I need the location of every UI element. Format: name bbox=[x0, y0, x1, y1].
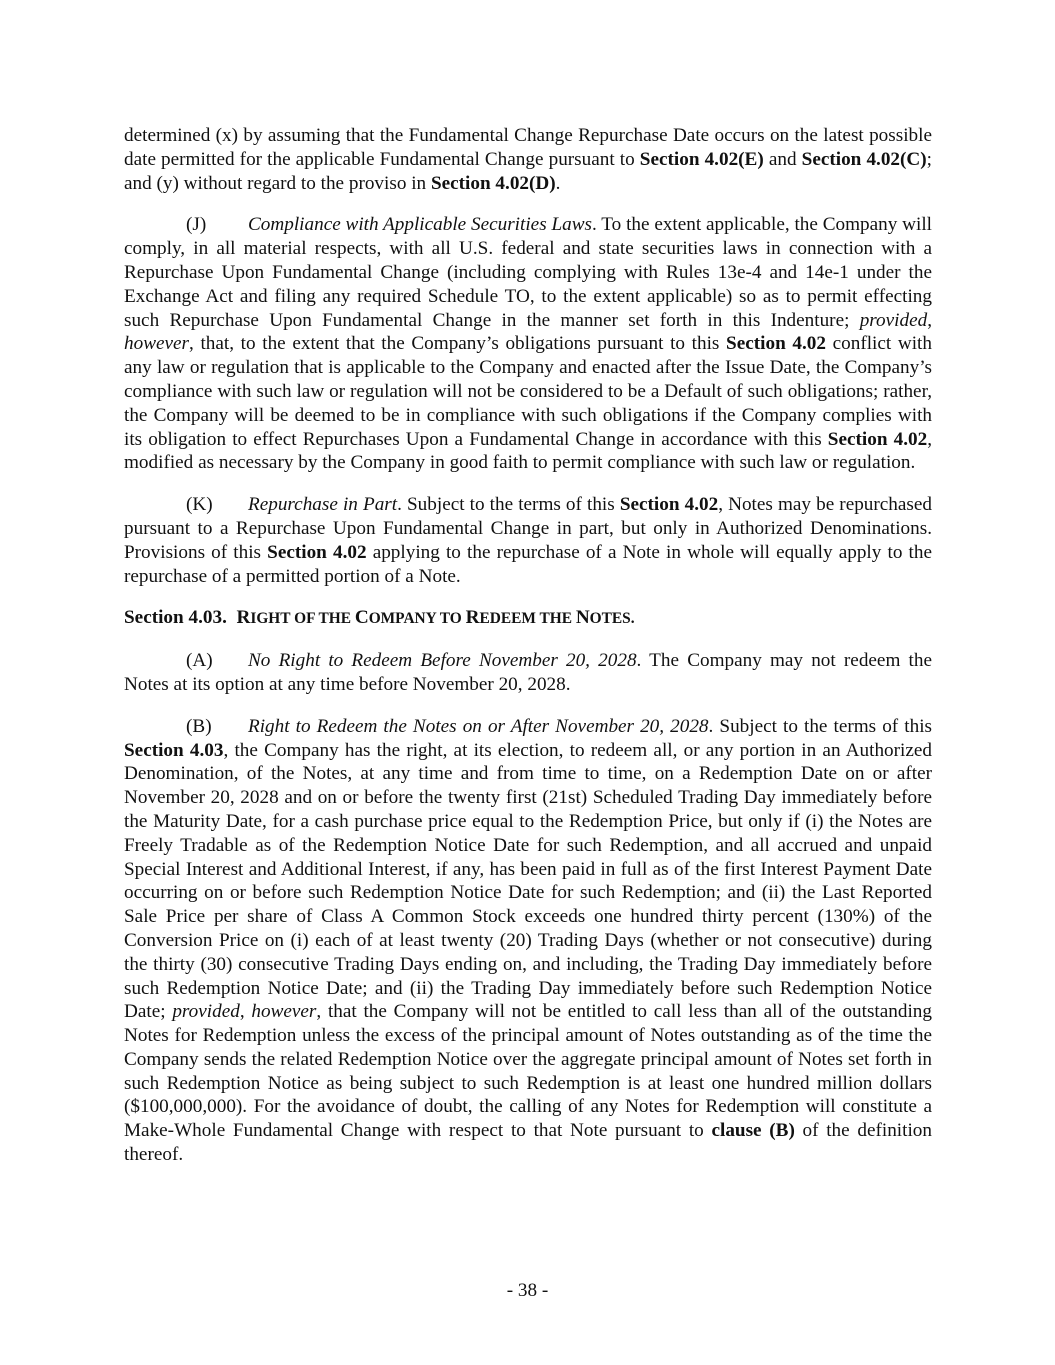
section-ref: Section 4.02(E) bbox=[639, 148, 764, 170]
paragraph-b: (B) Right to Redeem the Notes on or After November 20, 2028. Subject to the terms of this Section 4.03, the Company has the right, at its election, to redeem all, or any portion in an Authorized Denomination, of the Notes, at any time and from time to time, on a Redemption Date on or after November 20, 2028 and on or before the twenty first (21st) Scheduled Trading Day immediately before the Maturity Date, for a cash purchase price equal to the Redemption Price, but only if (i) the Notes are Freely Tradable as of the Redemption Notice Date for such Redemption, and all accrued and unpaid Special Interest and Additional Interest, if any, has been paid in full as of the first Interest Payment Date occurring on or before such Redemption Notice Date for such Redemption; and (ii) the Last Reported Sale Price per share of Class A Common Stock exceeds one hundred thirty percent (130%) of the Conversion Price on (i) each of at least twenty (20) Trading Days (whether or not consecutive) during the thirty (30) consecutive Trading Days ending on, and including, the Trading Day immediately before such Redemption Notice Date; and (ii) the Trading Day immediately before such Redemption Notice Date; provided, however, that the Company will not be entitled to call less than all of the outstanding Notes for Redemption unless the excess of the principal amount of Notes outstanding as of the time the Company sends the related Redemption Notice over the aggregate principal amount of Notes set forth in such Redemption Notice as being subject to such Redemption is at least one hundred million dollars ($100,000,000). For the avoidance of doubt, the calling of any Notes for Redemption will constitute a Make-Whole Fundamental Change with respect to that Note pursuant to clause (B) of the definition thereof. bbox=[124, 715, 932, 1166]
section-ref: Section 4.02 bbox=[619, 494, 719, 516]
section-heading: Section 4.03. RIGHT OF THE COMPANY TO REDEEM THE NOTES. bbox=[124, 607, 635, 629]
section-ref: Section 4.02 bbox=[267, 541, 367, 563]
paragraph-label: (A) bbox=[186, 650, 213, 672]
paragraph-label: (K) bbox=[186, 494, 213, 516]
paragraph-a: (A) No Right to Redeem Before November 20, 2028. The Company may not redeem the Notes at its option at any time before November 20, 2028. bbox=[124, 650, 932, 695]
paragraph-label: (J) bbox=[186, 214, 207, 236]
section-ref: Section 4.02(D) bbox=[430, 172, 556, 194]
document-page bbox=[124, 124, 932, 1185]
clause-ref: clause (B) bbox=[711, 1120, 795, 1142]
paragraph-intro: determined (x) by assuming that the Fundamental Change Repurchase Date occurs on the latest possible date permitted for the applicable Fundamental Change pursuant to Section 4.02(E) and Section 4.02(C); and (y) without regard to the proviso in Section 4.02(D). bbox=[124, 125, 932, 194]
paragraph-title: Repurchase in Part bbox=[248, 494, 398, 516]
paragraph-title: Right to Redeem the Notes on or After November 20, 2028 bbox=[248, 715, 709, 737]
paragraph-label: (B) bbox=[186, 715, 212, 737]
section-ref: Section 4.02 bbox=[726, 333, 826, 355]
paragraph-k: (K) Repurchase in Part. Subject to the terms of this Section 4.02, Notes may be repurchased pursuant to a Repurchase Upon Fundamental Change in part, but only in Authorized Denominations. Provisions of this Section 4.02 applying to the repurchase of a Note in whole will equally apply to the repurchase of a permitted portion of a Note. bbox=[124, 494, 932, 587]
paragraph-title: No Right to Redeem Before November 20, 2028 bbox=[248, 650, 637, 672]
paragraph-title: Compliance with Applicable Securities Laws bbox=[248, 214, 593, 236]
paragraph-j: (J) Compliance with Applicable Securities Laws. To the extent applicable, the Company will comply, in all material respects, with all U.S. federal and state securities laws in connection with a Repurchase Upon Fundamental Change (including complying with Rules 13e-4 and 14e-1 under the Exchange Act and filing any required Schedule TO, to the extent applicable) so as to permit effecting such Repurchase Upon Fundamental Change in the manner set forth in this Indenture; provided, however, that, to the extent that the Company’s obligations pursuant to this Section 4.02 conflict with any law or regulation that is applicable to the Company and enacted after the Issue Date, the Company’s compliance with such law or regulation will not be considered to be a Default of such obligations; rather, the Company will be deemed to be in compliance with such obligations if the Company complies with its obligation to effect Repurchases Upon a Fundamental Change in accordance with this Section 4.02, modified as necessary by the Company in good faith to permit compliance with such law or regulation. bbox=[124, 214, 932, 474]
section-ref: Section 4.03 bbox=[124, 739, 224, 761]
section-number: Section 4.03. bbox=[124, 607, 227, 629]
page-number: - 38 - bbox=[506, 1280, 549, 1301]
section-ref: Section 4.02 bbox=[827, 428, 928, 450]
section-ref: Section 4.02(C) bbox=[801, 148, 927, 170]
